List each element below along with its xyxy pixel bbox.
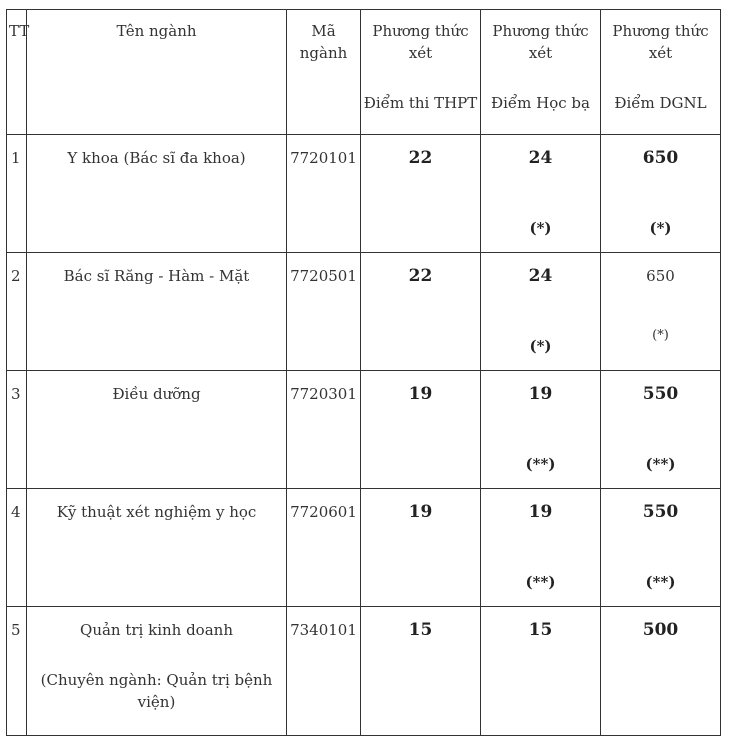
hocba-score: 19 [528, 502, 553, 522]
dgnl-note: (*) [649, 219, 672, 237]
row-tt: 5 [7, 607, 27, 736]
row-code: 7340101 [287, 607, 361, 736]
header-hocba-label: Điểm Học bạ [491, 94, 590, 112]
header-name: Tên ngành [27, 10, 287, 135]
row-dgnl [601, 135, 721, 253]
table-row [7, 135, 721, 253]
row-hocba [481, 489, 601, 607]
table-header-row [7, 10, 721, 135]
thpt-score: 15 [408, 620, 433, 640]
dgnl-score: 650 [642, 148, 679, 168]
hocba-note: (**) [525, 573, 556, 591]
admission-scores-table [6, 9, 721, 736]
header-method-label: Phương thức xét [612, 22, 709, 62]
table-row [7, 371, 721, 489]
thpt-score: 19 [408, 384, 433, 404]
thpt-score: 19 [408, 502, 433, 522]
row-code: 7720501 [287, 253, 361, 371]
header-method-label: Phương thức xét [492, 22, 589, 62]
row-dgnl [601, 607, 721, 736]
table-row [7, 607, 721, 736]
row-hocba [481, 607, 601, 736]
hocba-note: (**) [525, 455, 556, 473]
row-name: Bác sĩ Răng - Hàm - Mặt [27, 253, 287, 371]
row-hocba [481, 371, 601, 489]
row-thpt [361, 135, 481, 253]
header-dgnl-label: Điểm DGNL [614, 94, 707, 112]
row-tt: 1 [7, 135, 27, 253]
row-tt: 4 [7, 489, 27, 607]
row-hocba [481, 253, 601, 371]
row-name-text: Quản trị kinh doanh [80, 621, 233, 639]
hocba-note: (*) [529, 337, 552, 355]
table-row [7, 253, 721, 371]
hocba-score: 24 [528, 266, 553, 286]
row-thpt [361, 607, 481, 736]
dgnl-note: (**) [645, 455, 676, 473]
dgnl-score: 650 [646, 267, 675, 285]
dgnl-score: 550 [642, 384, 679, 404]
header-method-label: Phương thức xét [372, 22, 469, 62]
row-dgnl [601, 489, 721, 607]
hocba-score: 15 [528, 620, 553, 640]
row-hocba [481, 135, 601, 253]
dgnl-note: (*) [652, 328, 669, 343]
thpt-score: 22 [408, 266, 433, 286]
row-dgnl [601, 253, 721, 371]
row-name-note: (Chuyên ngành: Quản trị bệnh viện) [40, 671, 273, 711]
row-code: 7720601 [287, 489, 361, 607]
dgnl-note: (**) [645, 573, 676, 591]
hocba-note: (*) [529, 219, 552, 237]
row-thpt [361, 253, 481, 371]
header-thpt [361, 10, 481, 135]
row-thpt [361, 489, 481, 607]
header-code: Mã ngành [287, 10, 361, 135]
dgnl-score: 550 [642, 502, 679, 522]
header-hocba [481, 10, 601, 135]
row-name: Kỹ thuật xét nghiệm y học [27, 489, 287, 607]
row-tt: 2 [7, 253, 27, 371]
header-thpt-label: Điểm thi THPT [363, 94, 478, 112]
header-dgnl [601, 10, 721, 135]
hocba-score: 24 [528, 148, 553, 168]
row-code: 7720301 [287, 371, 361, 489]
thpt-score: 22 [408, 148, 433, 168]
row-dgnl [601, 371, 721, 489]
row-tt: 3 [7, 371, 27, 489]
row-code: 7720101 [287, 135, 361, 253]
row-thpt [361, 371, 481, 489]
hocba-score: 19 [528, 384, 553, 404]
row-name [27, 607, 287, 736]
row-name: Điều dưỡng [27, 371, 287, 489]
header-tt: TT [7, 10, 27, 135]
row-name: Y khoa (Bác sĩ đa khoa) [27, 135, 287, 253]
dgnl-score: 500 [642, 620, 679, 640]
table-row [7, 489, 721, 607]
